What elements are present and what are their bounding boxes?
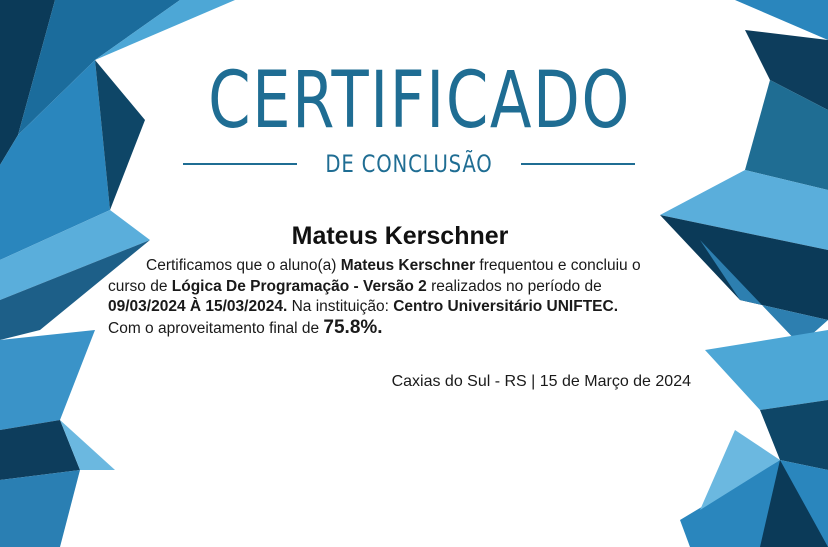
left-shape-8: [0, 330, 95, 430]
certificate-title: CERTIFICADO: [208, 56, 631, 146]
body-line-1: [108, 256, 673, 277]
body-after-student: frequentou e concluiu o: [475, 257, 641, 274]
recipient-name: Mateus Kerschner: [291, 222, 509, 250]
body-course: Lógica De Programação - Versão 2: [171, 277, 427, 295]
body-institution: Centro Universitário UNIFTEC.: [393, 298, 619, 315]
place-date: Caxias do Sul - RS | 15 de Março de 2024: [391, 373, 691, 390]
subtitle-row: [183, 151, 635, 177]
certificate-body: [108, 256, 673, 339]
body-institution-prefix: Na instituição:: [287, 298, 394, 315]
body-grade: 75.8%.: [323, 316, 383, 338]
subtitle-rule-left: [183, 163, 297, 165]
certificate-subtitle: DE CONCLUSÃO: [325, 150, 493, 178]
body-line-2: [108, 277, 673, 298]
body-line-4: [108, 318, 673, 340]
left-shape-10: [0, 470, 80, 547]
body-student: Mateus Kerschner: [340, 257, 476, 274]
body-grade-prefix: Com o aproveitamento final de: [108, 319, 324, 337]
right-shape-7: [705, 330, 828, 410]
subtitle-rule-right: [521, 163, 635, 165]
body-intro: Certificamos que o aluno(a): [146, 257, 341, 274]
body-course-prefix: curso de: [108, 277, 172, 295]
body-after-course: realizados no período de: [426, 277, 602, 295]
body-period: 09/03/2024 À 15/03/2024.: [108, 298, 288, 315]
body-line-3: [108, 297, 673, 318]
